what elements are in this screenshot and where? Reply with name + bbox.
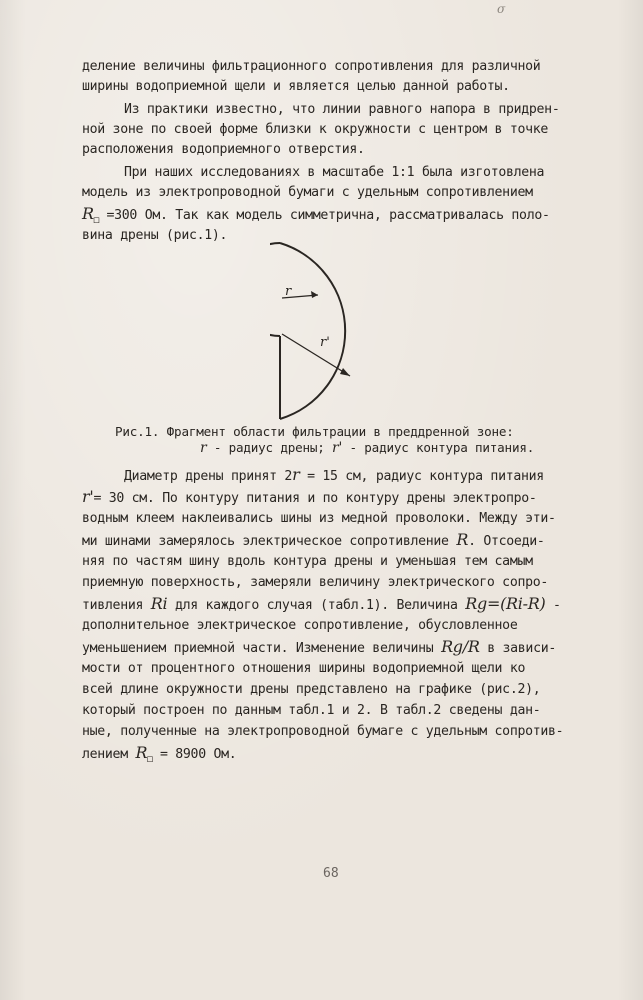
- para4-line8: дополнительное электрическое сопротивление, обусловленное: [82, 618, 518, 633]
- figure-caption-line2: [200, 440, 534, 456]
- para4-line4: [82, 531, 545, 551]
- para2-line2: ной зоне по своей форме близки к окружности с центром в точке: [82, 122, 549, 137]
- para4-line5: няя по частям шину вдоль контура дрены и уменьшая тем самым: [82, 554, 533, 569]
- para4-line7-Ri: Ri: [150, 594, 168, 613]
- caption-text-a: - радиус дрены;: [206, 440, 332, 455]
- para4-line2: [82, 488, 537, 508]
- page-number: 68: [323, 866, 339, 881]
- para4-line4-b: . Отсоеди-: [468, 534, 545, 549]
- para4-line9: [82, 638, 556, 658]
- para4-line7-b: для каждого случая (табл.1). Величина: [167, 598, 466, 613]
- para4-line1-b: = 15 см, радиус контура питания: [299, 469, 544, 484]
- label-r-prime: r': [320, 335, 330, 350]
- para4-line2-b: = 30 см. По контуру питания и по контуру дрены электропро-: [93, 491, 537, 506]
- para2-line3: расположения водоприемного отверстия.: [82, 142, 365, 157]
- para4-line9-formula: Rg/R: [441, 637, 480, 656]
- para4-line3: водным клеем наклеивались шины из медной проволоки. Между эти-: [82, 511, 556, 526]
- para4-line10: мости от процентного отношения ширины водоприемной щели ко: [82, 661, 526, 676]
- radius-r2-arrow: [282, 334, 350, 376]
- figure-caption-line1: Рис.1. Фрагмент области фильтрации в преддренной зоне:: [115, 424, 514, 439]
- label-r: r: [285, 284, 292, 299]
- outer-contour-arc: [280, 243, 345, 419]
- caption-r-symbol: r: [200, 440, 207, 456]
- figure-drain-diagram: [270, 238, 380, 423]
- r-box-symbol: R: [82, 204, 94, 223]
- para4-line11: всей длине окружности дрены представлено на графике (рис.2),: [82, 682, 541, 697]
- para4-line1-a: Диаметр дрены принят 2: [124, 469, 293, 484]
- para4-line1-r: r: [292, 465, 300, 484]
- caption-r2-symbol: r': [332, 440, 343, 456]
- para2-line1: Из практики известно, что линии равного напора в придрен-: [124, 102, 560, 117]
- para1-line1: деление величины фильтрационного сопротивления для различной: [82, 59, 541, 74]
- para3-line3: [82, 205, 550, 230]
- para4-line6: приемную поверхность, замеряли величину электрического сопро-: [82, 575, 549, 590]
- para3-line1: При наших исследованиях в масштабе 1:1 была изготовлена: [124, 165, 545, 180]
- radius-r-arrowhead: [311, 291, 318, 298]
- para4-line14: [82, 744, 236, 769]
- radius-r2-arrowhead: [340, 368, 350, 376]
- para4-line14-symbol: R: [135, 743, 148, 762]
- para3-line2: модель из электропроводной бумаги с удельным сопротивлением: [82, 185, 533, 200]
- para4-line9-a: уменьшением приемной части. Изменение величины: [82, 641, 442, 656]
- para4-line9-b: в зависи-: [479, 641, 556, 656]
- para4-line14-subscript: □: [147, 754, 153, 765]
- inner-drain-arc: [270, 243, 280, 336]
- para4-line7-c: -: [545, 598, 561, 613]
- corner-mark: σ: [497, 2, 506, 16]
- para4-line2-r2: r': [82, 487, 94, 506]
- para4-line7-a: тивления: [82, 598, 151, 613]
- para4-line1: [124, 466, 544, 486]
- para1-line2: ширины водоприемной щели и является целью данной работы.: [82, 79, 510, 94]
- para4-line4-R: R: [456, 530, 469, 549]
- r-box-subscript: □: [93, 215, 99, 226]
- para4-line7: [82, 595, 561, 615]
- para4-line4-a: ми шинами замерялось электрическое сопротивление: [82, 534, 457, 549]
- para3-line4: вина дрены (рис.1).: [82, 228, 228, 243]
- para4-line14-b: = 8900 Ом.: [152, 747, 237, 762]
- para4-line12: который построен по данным табл.1 и 2. В табл.2 сведены дан-: [82, 703, 541, 718]
- para4-line7-formula: Rg=(Ri-R): [465, 594, 546, 613]
- para3-line3-text: =300 Ом. Так как модель симметрична, рассматривалась поло-: [98, 208, 550, 223]
- caption-text-b: - радиус контура питания.: [342, 440, 535, 455]
- para4-line14-a: лением: [82, 747, 136, 762]
- para4-line13: ные, полученные на электропроводной бумаге с удельным сопротив-: [82, 724, 564, 739]
